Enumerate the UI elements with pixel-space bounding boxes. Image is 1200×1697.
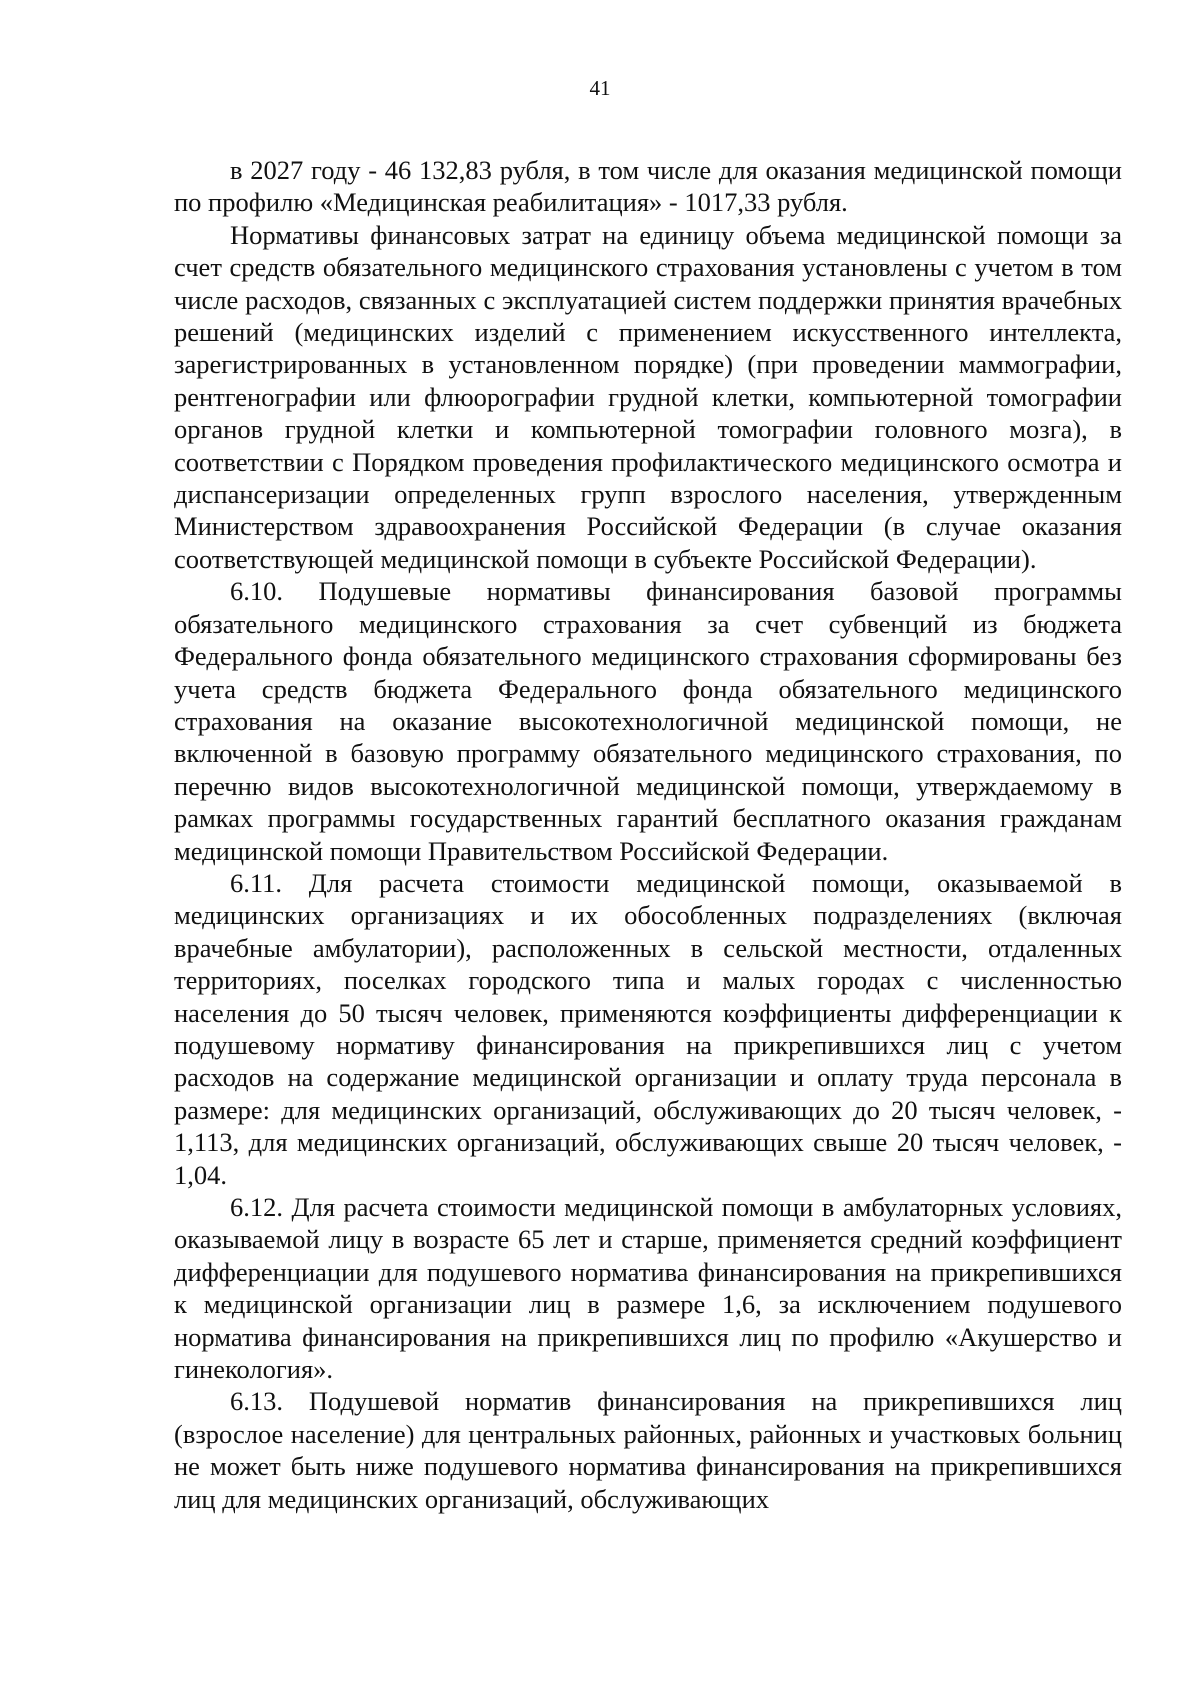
paragraph-6-10: 6.10. Подушевые нормативы финансирования базовой программы обязательного медицинского страхования за счет субвенций из бюджета Федерального фонда обязательного медицинского страхования сформированы без учета средств бюджета Федерального фонда обязательного медицинского страхования на оказание высокотехнологичной медицинской помощи, не включенной в базовую программу обязательного медицинского страхования, по перечню видов высокотехнологичной медицинской помощи, утверждаемому в рамках программы государственных гарантий бесплатного оказания гражданам медицинской помощи Правительством Российской Федерации. bbox=[174, 576, 1122, 866]
paragraph-6-12: 6.12. Для расчета стоимости медицинской помощи в амбулаторных условиях, оказываемой лицу в возрасте 65 лет и старше, применяется средний коэффициент дифференциации для подушевого норматива финансирования на прикрепившихся к медицинской организации лиц в размере 1,6, за исключением подушевого норматива финансирования на прикрепившихся лиц по профилю «Акушерство и гинекология». bbox=[174, 1192, 1122, 1385]
document-body bbox=[174, 154, 1122, 1515]
paragraph-2027-amount: в 2027 году - 46 132,83 рубля, в том числе для оказания медицинской помощи по профилю «Медицинская реабилитация» - 1017,33 рубля. bbox=[174, 155, 1122, 218]
paragraph-6-13: 6.13. Подушевой норматив финансирования на прикрепившихся лиц (взрослое население) для центральных районных, районных и участковых больниц не может быть ниже подушевого норматива финансирования на прикрепившихся лиц для медицинских организаций, обслуживающих bbox=[174, 1386, 1122, 1514]
paragraph-financial-norms: Нормативы финансовых затрат на единицу объема медицинской помощи за счет средств обязательного медицинского страхования установлены с учетом в том числе расходов, связанных с эксплуатацией систем поддержки принятия врачебных решений (медицинских изделий с применением искусственного интеллекта, зарегистрированных в установленном порядке) (при проведении маммографии, рентгенографии или флюорографии грудной клетки, компьютерной томографии органов грудной клетки и компьютерной томографии головного мозга), в соответствии с Порядком проведения профилактического медицинского осмотра и диспансеризации определенных групп взрослого населения, утвержденным Министерством здравоохранения Российской Федерации (в случае оказания соответствующей медицинской помощи в субъекте Российской Федерации). bbox=[174, 219, 1122, 574]
page-number: 41 bbox=[589, 76, 611, 100]
paragraph-6-11: 6.11. Для расчета стоимости медицинской помощи, оказываемой в медицинских организациях и их обособленных подразделениях (включая врачебные амбулатории), расположенных в сельской местности, отдаленных территориях, поселках городского типа и малых городах с численностью населения до 50 тысяч человек, применяются коэффициенты дифференциации к подушевому нормативу финансирования на прикрепившихся лиц с учетом расходов на содержание медицинской организации и оплату труда персонала в размере: для медицинских организаций, обслуживающих до 20 тысяч человек, - 1,113, для медицинских организаций, обслуживающих свыше 20 тысяч человек, - 1,04. bbox=[174, 867, 1122, 1190]
